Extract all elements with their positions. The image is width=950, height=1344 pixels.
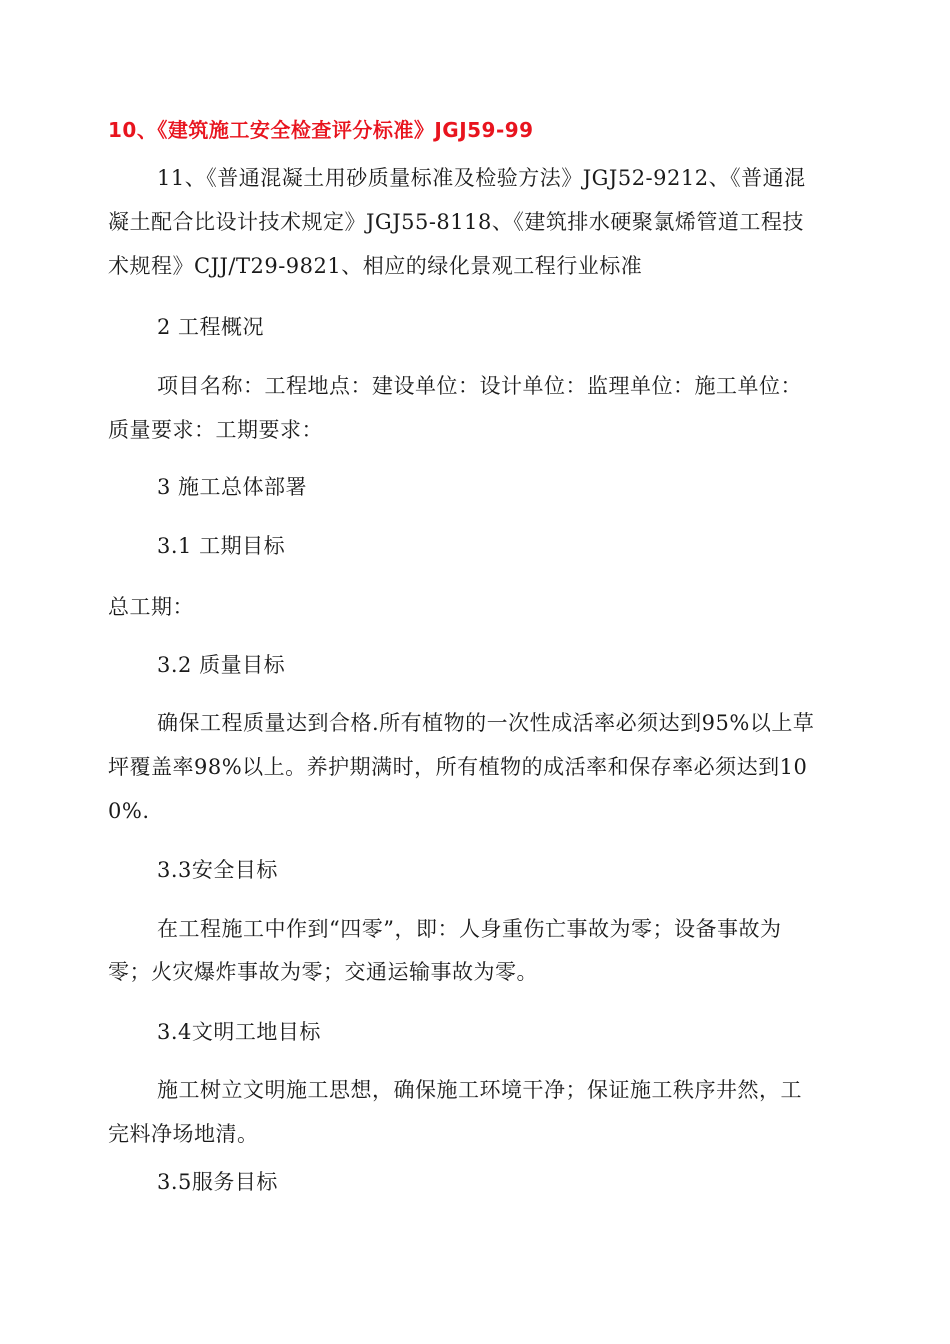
project-info-line-1: 项目名称：工程地点：建设单位：设计单位：监理单位：施工单位： (157, 374, 802, 398)
section-3-5-heading: 3.5服务目标 (157, 1170, 278, 1194)
standard-item-10: 10、《建筑施工安全检查评分标准》JGJ59-99 (108, 118, 534, 142)
section-3-1-heading: 3.1 工期目标 (157, 534, 286, 558)
section-3-3-text-line-2: 零；火灾爆炸事故为零；交通运输事故为零。 (108, 960, 538, 984)
standard-item-11-line-1: 11、《普通混凝土用砂质量标准及检验方法》JGJ52-9212、《普通混 (157, 166, 806, 190)
standard-item-11-line-3: 术规程》CJJ/T29-9821、相应的绿化景观工程行业标准 (108, 254, 643, 278)
project-info-line-2: 质量要求：工期要求： (108, 418, 323, 442)
section-3-4-heading: 3.4文明工地目标 (157, 1020, 321, 1044)
section-3-heading: 3 施工总体部署 (157, 475, 308, 499)
section-3-3-heading: 3.3安全目标 (157, 858, 278, 882)
section-3-3-text-line-1: 在工程施工中作到“四零”，即：人身重伤亡事故为零；设备事故为 (157, 917, 782, 941)
section-3-4-text-line-1: 施工树立文明施工思想，确保施工环境干净；保证施工秩序井然，工 (157, 1078, 802, 1102)
section-3-2-text-line-1: 确保工程质量达到合格.所有植物的一次性成活率必须达到95%以上草 (157, 711, 815, 735)
section-3-2-heading: 3.2 质量目标 (157, 653, 286, 677)
section-3-1-text: 总工期： (108, 595, 194, 619)
section-3-2-text-line-3: 0%. (108, 799, 150, 823)
section-3-2-text-line-2: 坪覆盖率98%以上。养护期满时，所有植物的成活率和保存率必须达到10 (108, 755, 808, 779)
section-2-heading: 2 工程概况 (157, 315, 265, 339)
section-3-4-text-line-2: 完料净场地清。 (108, 1122, 259, 1146)
standard-item-11-line-2: 凝土配合比设计技术规定》JGJ55-8118、《建筑排水硬聚氯烯管道工程技 (108, 210, 804, 234)
